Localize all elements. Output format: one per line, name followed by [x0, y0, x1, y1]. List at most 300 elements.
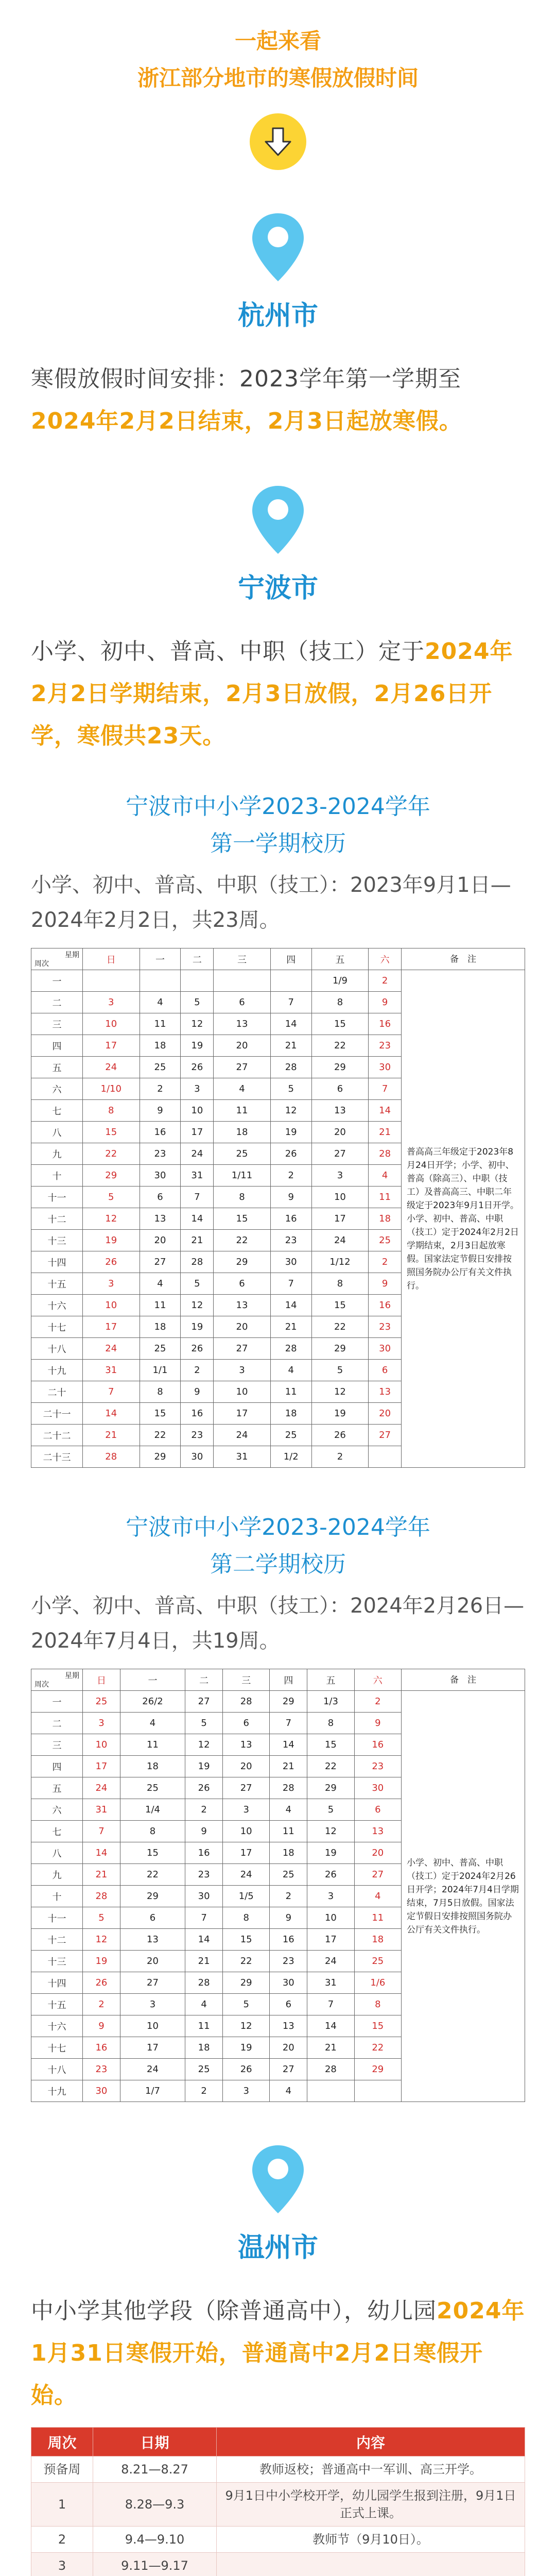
calendar-day-cell: 25	[354, 1951, 401, 1972]
ningbo-text: 小学、初中、普高、中职（技工）定于2024年2月2日学期结束，2月3日放假，2月26日开学，寒假共23天。	[31, 638, 513, 749]
week-number-cell: 五	[31, 1057, 83, 1078]
weekday-header: 二	[181, 948, 214, 970]
calendar-day-cell: 11	[369, 1187, 402, 1208]
calendar-day-cell: 13	[214, 1295, 271, 1316]
calendar-day-cell: 10	[223, 1821, 270, 1842]
calendar-day-cell: 15	[307, 1734, 354, 1756]
calendar-day-cell: 4	[270, 1799, 307, 1821]
calendar-day-cell: 10	[307, 1907, 354, 1929]
calendar-day-cell: 27	[354, 1864, 401, 1886]
calendar-day-cell: 12	[185, 1734, 223, 1756]
week-number-cell: 十三	[31, 1951, 83, 1972]
calendar-day-cell: 26	[181, 1338, 214, 1360]
week-number-cell: 六	[31, 1078, 83, 1100]
calendar-day-cell: 27	[185, 1691, 223, 1713]
calendar-day-cell: 12	[181, 1295, 214, 1316]
calendar-day-cell: 12	[311, 1381, 369, 1403]
calendar-day-cell: 28	[83, 1886, 120, 1907]
calendar-day-cell: 19	[181, 1316, 214, 1338]
week-cell: 预备周	[31, 2456, 93, 2483]
calendar-day-cell: 4	[369, 1165, 402, 1187]
calendar-day-cell: 24	[83, 1777, 120, 1799]
calendar-day-cell: 5	[307, 1799, 354, 1821]
calendar-day-cell: 2	[185, 2080, 223, 2102]
weekday-header: 三	[214, 948, 271, 970]
calendar-day-cell: 15	[354, 2015, 401, 2037]
calendar-day-cell: 13	[354, 1821, 401, 1842]
calendar-day-cell: 13	[140, 1208, 181, 1230]
calendar-day-cell: 29	[223, 1972, 270, 1994]
calendar-day-cell: 24	[83, 1338, 140, 1360]
calendar-day-cell: 6	[311, 1078, 369, 1100]
note-header: 备 注	[402, 948, 525, 970]
calendar-day-cell: 20	[270, 2037, 307, 2059]
calendar-day-cell: 3	[214, 1360, 271, 1381]
calendar-day-cell: 16	[369, 1295, 402, 1316]
calendar-day-cell: 8	[83, 1100, 140, 1122]
wenzhou-schedule-table	[31, 2427, 525, 2576]
calendar-day-cell: 15	[83, 1122, 140, 1143]
calendar-corner: 星期 周次	[31, 948, 83, 970]
calendar-day-cell: 27	[369, 1425, 402, 1446]
arrow-down-icon	[250, 113, 306, 170]
calendar1-subtitle: 小学、初中、普高、中职（技工）：2023年9月1日—2024年2月2日，共23周。	[31, 873, 511, 932]
calendar-day-cell: 20	[354, 1842, 401, 1864]
calendar-day-cell: 27	[140, 1251, 181, 1273]
column-header: 周次	[31, 2428, 93, 2456]
calendar-day-cell: 29	[354, 2059, 401, 2080]
weekday-header: 一	[140, 948, 181, 970]
calendar-day-cell: 22	[140, 1425, 181, 1446]
calendar-day-cell: 22	[307, 1756, 354, 1777]
calendar-day-cell: 29	[214, 1251, 271, 1273]
calendar-day-cell: 5	[83, 1907, 120, 1929]
date-cell: 9.11—9.17	[93, 2553, 217, 2576]
week-number-cell: 十一	[31, 1907, 83, 1929]
week-number-cell: 十三	[31, 1230, 83, 1251]
week-number-cell: 十一	[31, 1187, 83, 1208]
calendar-day-cell: 26	[83, 1972, 120, 1994]
week-number-cell: 十六	[31, 1295, 83, 1316]
calendar-day-cell: 6	[214, 1273, 271, 1295]
calendar-day-cell	[307, 2080, 354, 2102]
date-cell: 8.21—8.27	[93, 2456, 217, 2483]
calendar-day-cell: 30	[185, 1886, 223, 1907]
calendar-day-cell: 2	[140, 1078, 181, 1100]
week-number-cell: 十九	[31, 2080, 83, 2102]
calendar-day-cell: 18	[140, 1035, 181, 1057]
calendar-day-cell: 2	[83, 1994, 120, 2015]
content-cell	[217, 2553, 525, 2576]
calendar-day-cell: 2	[185, 1799, 223, 1821]
table-row	[31, 2527, 525, 2553]
calendar-day-cell: 9	[270, 1187, 311, 1208]
calendar-day-cell: 6	[354, 1799, 401, 1821]
calendar-day-cell: 23	[181, 1425, 214, 1446]
calendar-day-cell: 20	[120, 1951, 185, 1972]
calendar-day-cell: 11	[120, 1734, 185, 1756]
calendar-day-cell: 4	[354, 1886, 401, 1907]
calendar-day-cell: 30	[140, 1165, 181, 1187]
calendar-day-cell: 28	[270, 1338, 311, 1360]
calendar-day-cell: 5	[270, 1078, 311, 1100]
calendar-day-cell: 4	[270, 1360, 311, 1381]
calendar-day-cell	[270, 970, 311, 992]
calendar-day-cell: 6	[140, 1187, 181, 1208]
calendar-day-cell: 25	[140, 1338, 181, 1360]
calendar-day-cell: 5	[185, 1713, 223, 1734]
calendar-day-cell: 8	[311, 1273, 369, 1295]
content-cell: 教师节（9月10日）。	[217, 2527, 525, 2553]
calendar-day-cell: 30	[354, 1777, 401, 1799]
week-number-cell: 二	[31, 992, 83, 1013]
weekday-header: 五	[311, 948, 369, 970]
calendar-day-cell: 16	[354, 1734, 401, 1756]
calendar-day-cell: 21	[270, 1035, 311, 1057]
calendar-day-cell: 19	[307, 1842, 354, 1864]
week-number-cell: 二	[31, 1713, 83, 1734]
calendar-day-cell: 19	[83, 1230, 140, 1251]
calendar-day-cell: 16	[369, 1013, 402, 1035]
week-number-cell: 二十一	[31, 1403, 83, 1425]
content-cell: 9月1日中小学校开学，幼儿园学生报到注册，9月1日正式上课。	[217, 2483, 525, 2527]
calendar-day-cell: 13	[270, 2015, 307, 2037]
calendar-day-cell: 29	[311, 1338, 369, 1360]
calendar-day-cell: 26	[270, 1143, 311, 1165]
calendar-week-row	[31, 1691, 525, 1713]
week-number-cell: 八	[31, 1842, 83, 1864]
calendar-day-cell: 15	[214, 1208, 271, 1230]
week-number-cell: 十六	[31, 2015, 83, 2037]
calendar-day-cell: 28	[83, 1446, 140, 1468]
location-pin-icon	[247, 2143, 309, 2215]
calendar-day-cell: 28	[223, 1691, 270, 1713]
calendar-day-cell: 9	[83, 2015, 120, 2037]
calendar-day-cell: 4	[185, 1994, 223, 2015]
calendar-day-cell: 25	[120, 1777, 185, 1799]
calendar-day-cell: 21	[369, 1122, 402, 1143]
week-number-cell: 十九	[31, 1360, 83, 1381]
calendar-day-cell: 21	[185, 1951, 223, 1972]
calendar-day-cell: 29	[120, 1886, 185, 1907]
calendar-day-cell: 17	[120, 2037, 185, 2059]
calendar-day-cell: 25	[214, 1143, 271, 1165]
calendar-day-cell: 21	[270, 1316, 311, 1338]
calendar-day-cell: 13	[223, 1734, 270, 1756]
calendar-day-cell: 16	[83, 2037, 120, 2059]
date-cell: 9.4—9.10	[93, 2527, 217, 2553]
weekday-header: 三	[223, 1669, 270, 1691]
calendar-day-cell: 24	[83, 1057, 140, 1078]
calendar-day-cell: 18	[120, 1756, 185, 1777]
calendar-day-cell: 8	[140, 1381, 181, 1403]
calendar-day-cell: 18	[270, 1842, 307, 1864]
calendar-day-cell: 9	[140, 1100, 181, 1122]
city-hangzhou: 杭州市	[237, 300, 318, 331]
weekday-header: 六	[354, 1669, 401, 1691]
calendar-day-cell: 5	[181, 992, 214, 1013]
calendar-day-cell: 27	[270, 2059, 307, 2080]
calendar-day-cell: 17	[83, 1316, 140, 1338]
calendar-day-cell: 7	[270, 1273, 311, 1295]
calendar2-title: 宁波市中小学2023-2024学年 第二学期校历	[126, 1514, 430, 1578]
calendar-day-cell: 21	[270, 1756, 307, 1777]
calendar-day-cell: 14	[181, 1208, 214, 1230]
week-number-cell: 四	[31, 1756, 83, 1777]
note-header: 备 注	[402, 1669, 525, 1691]
calendar-day-cell: 30	[369, 1338, 402, 1360]
calendar-day-cell: 30	[181, 1446, 214, 1468]
calendar-day-cell: 11	[270, 1821, 307, 1842]
calendar-day-cell: 18	[270, 1403, 311, 1425]
calendar-day-cell: 4	[270, 2080, 307, 2102]
calendar-day-cell: 28	[369, 1143, 402, 1165]
calendar-day-cell: 13	[120, 1929, 185, 1951]
calendar-day-cell: 8	[214, 1187, 271, 1208]
calendar-day-cell: 5	[223, 1994, 270, 2015]
city-ningbo: 宁波市	[237, 573, 318, 604]
calendar-day-cell: 26	[185, 1777, 223, 1799]
calendar-day-cell: 10	[181, 1100, 214, 1122]
weekday-header: 五	[307, 1669, 354, 1691]
calendar-day-cell: 6	[270, 1994, 307, 2015]
calendar-day-cell: 4	[140, 992, 181, 1013]
calendar-day-cell: 9	[369, 1273, 402, 1295]
calendar-day-cell: 26	[181, 1057, 214, 1078]
calendar-day-cell: 1/3	[307, 1691, 354, 1713]
wenzhou-section-head	[31, 2143, 525, 2264]
calendar-day-cell: 24	[214, 1425, 271, 1446]
week-number-cell: 十五	[31, 1273, 83, 1295]
wenzhou-text: 中小学其他学段（除普通高中），幼儿园2024年1月31日寒假开始，普通高中2月2日寒假开始。	[31, 2298, 525, 2409]
week-cell: 3	[31, 2553, 93, 2576]
weekday-header: 四	[270, 1669, 307, 1691]
calendar-day-cell: 14	[369, 1100, 402, 1122]
calendar-day-cell: 8	[223, 1907, 270, 1929]
calendar-day-cell: 7	[369, 1078, 402, 1100]
calendar-day-cell: 11	[214, 1100, 271, 1122]
calendar-day-cell: 28	[270, 1777, 307, 1799]
calendar-day-cell: 28	[307, 2059, 354, 2080]
calendar-day-cell: 8	[311, 992, 369, 1013]
calendar-day-cell: 26/2	[120, 1691, 185, 1713]
calendar-day-cell: 7	[83, 1821, 120, 1842]
calendar-day-cell: 15	[311, 1295, 369, 1316]
week-number-cell: 十七	[31, 1316, 83, 1338]
calendar-day-cell: 26	[83, 1251, 140, 1273]
week-number-cell: 六	[31, 1799, 83, 1821]
week-number-cell: 八	[31, 1122, 83, 1143]
calendar-day-cell: 30	[270, 1972, 307, 1994]
calendar-day-cell: 18	[369, 1208, 402, 1230]
week-number-cell: 十五	[31, 1994, 83, 2015]
calendar-day-cell: 25	[270, 1425, 311, 1446]
calendar-day-cell: 27	[214, 1057, 271, 1078]
week-number-cell: 十七	[31, 2037, 83, 2059]
calendar-day-cell: 11	[140, 1013, 181, 1035]
calendar-day-cell: 14	[270, 1013, 311, 1035]
week-number-cell: 九	[31, 1143, 83, 1165]
week-number-cell: 十八	[31, 1338, 83, 1360]
calendar-day-cell	[369, 1446, 402, 1468]
calendar-day-cell	[140, 970, 181, 992]
calendar-day-cell: 7	[270, 1713, 307, 1734]
calendar-day-cell: 4	[140, 1273, 181, 1295]
calendar-day-cell: 5	[83, 1187, 140, 1208]
week-number-cell: 一	[31, 1691, 83, 1713]
calendar-day-cell: 18	[354, 1929, 401, 1951]
calendar-day-cell: 19	[185, 1756, 223, 1777]
calendar-day-cell: 26	[223, 2059, 270, 2080]
calendar-day-cell: 31	[83, 1799, 120, 1821]
content-cell: 教师返校；普通高中一军训、高三开学。	[217, 2456, 525, 2483]
calendar-day-cell: 9	[369, 992, 402, 1013]
calendar2-subtitle: 小学、初中、普高、中职（技工）：2024年2月26日—2024年7月4日，共19周。	[31, 1594, 525, 1653]
calendar-day-cell: 16	[270, 1208, 311, 1230]
week-number-cell: 二十二	[31, 1425, 83, 1446]
calendar-day-cell: 31	[307, 1972, 354, 1994]
week-number-cell: 二十	[31, 1381, 83, 1403]
city-wenzhou: 温州市	[237, 2232, 318, 2263]
calendar-day-cell: 11	[185, 2015, 223, 2037]
calendar-day-cell: 24	[120, 2059, 185, 2080]
calendar-day-cell: 15	[120, 1842, 185, 1864]
calendar-day-cell: 14	[270, 1734, 307, 1756]
calendar-day-cell: 15	[223, 1929, 270, 1951]
calendar-day-cell: 11	[140, 1295, 181, 1316]
calendar-day-cell: 12	[307, 1821, 354, 1842]
calendar-day-cell: 8	[120, 1821, 185, 1842]
calendar-day-cell: 10	[83, 1295, 140, 1316]
calendar-day-cell: 9	[354, 1713, 401, 1734]
calendar-day-cell: 14	[270, 1295, 311, 1316]
calendar-day-cell: 7	[270, 992, 311, 1013]
calendar-day-cell: 5	[311, 1360, 369, 1381]
calendar-day-cell: 3	[83, 1713, 120, 1734]
week-number-cell: 十	[31, 1886, 83, 1907]
calendar-day-cell: 9	[185, 1821, 223, 1842]
week-number-cell: 十四	[31, 1972, 83, 1994]
calendar-day-cell: 27	[214, 1338, 271, 1360]
calendar-day-cell: 30	[369, 1057, 402, 1078]
calendar-day-cell: 2	[270, 1165, 311, 1187]
location-pin-icon	[247, 484, 309, 556]
calendar-day-cell: 16	[140, 1122, 181, 1143]
calendar-day-cell: 25	[185, 2059, 223, 2080]
calendar-day-cell	[354, 2080, 401, 2102]
calendar-day-cell	[181, 970, 214, 992]
calendar-day-cell: 20	[369, 1403, 402, 1425]
week-number-cell: 四	[31, 1035, 83, 1057]
hangzhou-section-head	[31, 211, 525, 332]
weekday-header: 日	[83, 1669, 120, 1691]
calendar-day-cell: 22	[214, 1230, 271, 1251]
weekday-header: 二	[185, 1669, 223, 1691]
table-row	[31, 2456, 525, 2483]
calendar-day-cell: 31	[214, 1446, 271, 1468]
calendar-day-cell: 13	[214, 1013, 271, 1035]
calendar-day-cell: 30	[83, 2080, 120, 2102]
calendar-day-cell: 17	[83, 1756, 120, 1777]
calendar-day-cell: 10	[83, 1013, 140, 1035]
column-header: 日期	[93, 2428, 217, 2456]
calendar-day-cell: 3	[120, 1994, 185, 2015]
calendar-day-cell: 9	[270, 1907, 307, 1929]
calendar-day-cell: 6	[369, 1360, 402, 1381]
calendar-day-cell: 19	[223, 2037, 270, 2059]
week-cell: 2	[31, 2527, 93, 2553]
intro-line-1: 一起来看	[234, 28, 321, 54]
calendar-note: 普高高三年级定于2023年8月24日开学；小学、初中、普高（除高三）、中职（技工）及普高高三、中职二年级定于2023年9月1日开学。小学、初中、普高、中职（技工）定于2024年2月2日学期结束，2月3日起放寒假。国家法定节假日安排按照国务院办公厅有关文件执行。	[402, 970, 525, 1468]
calendar-day-cell: 16	[270, 1929, 307, 1951]
intro-line-2: 浙江部分地市的寒假放假时间	[137, 65, 419, 91]
week-number-cell: 十二	[31, 1208, 83, 1230]
table-row	[31, 2553, 525, 2576]
calendar-day-cell: 24	[223, 1864, 270, 1886]
calendar-day-cell: 12	[83, 1208, 140, 1230]
calendar-day-cell: 22	[223, 1951, 270, 1972]
calendar-day-cell: 24	[311, 1230, 369, 1251]
calendar-day-cell: 2	[181, 1360, 214, 1381]
calendar-day-cell: 23	[369, 1316, 402, 1338]
calendar-day-cell: 19	[181, 1035, 214, 1057]
calendar-day-cell: 1/9	[311, 970, 369, 992]
calendar-day-cell: 3	[223, 2080, 270, 2102]
hangzhou-text: 寒假放假时间安排：2023学年第一学期至2024年2月2日结束，2月3日起放寒假。	[31, 366, 462, 434]
calendar-day-cell: 21	[83, 1425, 140, 1446]
calendar-day-cell: 2	[270, 1886, 307, 1907]
calendar-day-cell: 28	[181, 1251, 214, 1273]
weekday-header: 日	[83, 948, 140, 970]
week-number-cell: 一	[31, 970, 83, 992]
calendar-day-cell: 3	[83, 992, 140, 1013]
calendar-day-cell: 13	[311, 1100, 369, 1122]
calendar-day-cell: 4	[120, 1713, 185, 1734]
calendar-day-cell: 4	[214, 1078, 271, 1100]
calendar-day-cell: 2	[369, 970, 402, 992]
calendar-day-cell: 8	[307, 1713, 354, 1734]
calendar-day-cell: 28	[185, 1972, 223, 1994]
calendar-day-cell: 27	[223, 1777, 270, 1799]
calendar-day-cell: 9	[181, 1381, 214, 1403]
calendar-day-cell: 1/1	[140, 1360, 181, 1381]
calendar-day-cell: 25	[83, 1691, 120, 1713]
calendar-day-cell: 30	[270, 1251, 311, 1273]
calendar-day-cell: 21	[181, 1230, 214, 1251]
calendar-day-cell: 18	[185, 2037, 223, 2059]
week-number-cell: 七	[31, 1821, 83, 1842]
calendar-day-cell: 23	[270, 1230, 311, 1251]
calendar-day-cell: 27	[311, 1143, 369, 1165]
calendar-day-cell: 6	[214, 992, 271, 1013]
calendar-day-cell: 26	[307, 1864, 354, 1886]
calendar-day-cell: 24	[307, 1951, 354, 1972]
calendar-day-cell: 20	[214, 1035, 271, 1057]
calendar-week-row	[31, 970, 525, 992]
calendar-day-cell: 7	[181, 1187, 214, 1208]
calendar-day-cell: 29	[140, 1446, 181, 1468]
week-number-cell: 三	[31, 1734, 83, 1756]
date-cell: 8.28—9.3	[93, 2483, 217, 2527]
week-number-cell: 九	[31, 1864, 83, 1886]
calendar-day-cell: 8	[354, 1994, 401, 2015]
calendar-day-cell: 1/5	[223, 1886, 270, 1907]
calendar2-table	[31, 1669, 525, 2102]
table-row	[31, 2483, 525, 2527]
calendar-day-cell: 12	[223, 2015, 270, 2037]
calendar-day-cell: 22	[311, 1316, 369, 1338]
calendar-day-cell: 22	[120, 1864, 185, 1886]
